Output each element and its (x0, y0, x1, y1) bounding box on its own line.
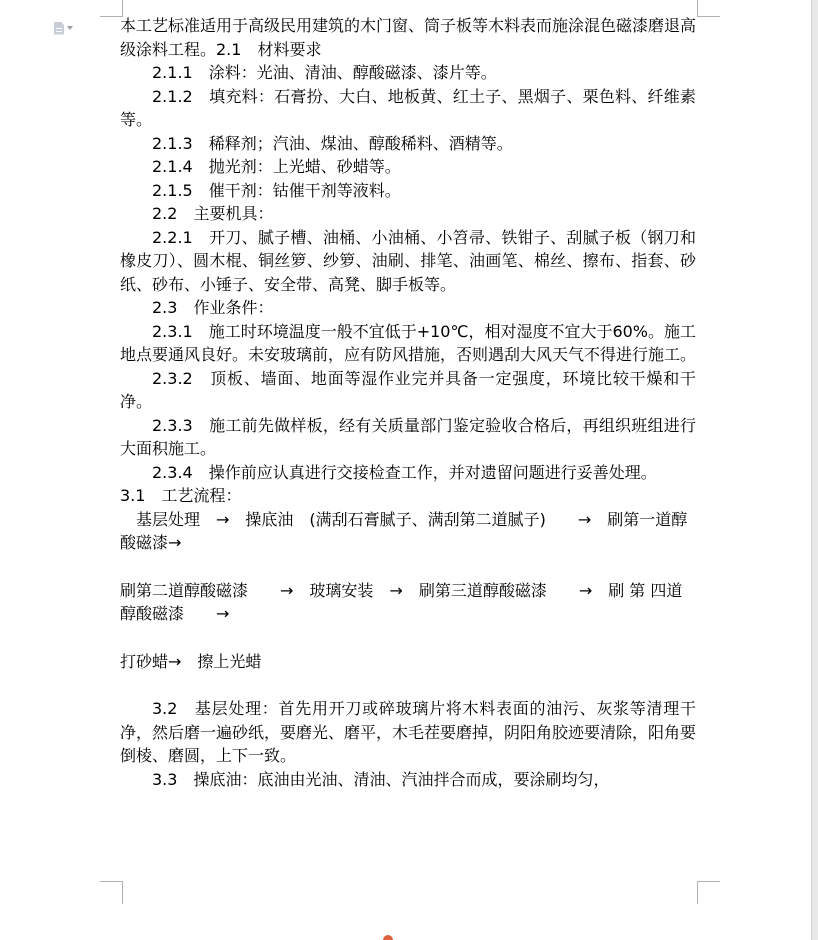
page-corner-mark-bottom-left (100, 881, 123, 904)
blank-line (120, 555, 696, 579)
vertical-scrollbar[interactable] (811, 0, 818, 940)
blank-line (120, 673, 696, 697)
flow-line: 刷第二道醇酸磁漆 → 玻璃安装 → 刷第三道醇酸磁漆 → 刷 第 四道醇酸磁漆 → (120, 580, 683, 623)
paragraph: 2.1.1 涂料：光油、清油、醇酸磁漆、漆片等。 (152, 63, 497, 82)
paragraph: 2.2 主要机具： (152, 204, 274, 223)
page-corner-mark-bottom-right (697, 881, 720, 904)
paragraph: 2.1.5 催干剂：钴催干剂等液料。 (152, 180, 401, 200)
paragraph: 3.1 工艺流程： (120, 486, 242, 505)
flow-line: 打砂蜡→ 擦上光蜡 (120, 651, 262, 671)
blank-line (120, 626, 696, 650)
paragraph: 2.2.1 开刀、腻子槽、油桶、小油桶、小笤帚、铁钳子、刮腻子板（钢刀和橡皮刀）、圆木棍、铜丝箩、纱箩、油刷、排笔、油画笔、棉丝、擦布、指套、砂纸、砂布、小锤子、安全带、高凳、脚手板等。 (120, 227, 696, 294)
paragraph: 本工艺标准适用于高级民用建筑的木门窗、筒子板等木料表而施涂混色磁漆磨退高级涂料工程。2.1 材料要求 (120, 16, 697, 59)
bottom-indicator (383, 935, 393, 940)
paragraph: 2.3.2 顶板、墙面、地面等湿作业完并具备一定强度，环境比较干燥和干净。 (120, 368, 696, 411)
paragraph: 2.3.3 施工前先做样板，经有关质量部门鉴定验收合格后，再组织班组进行大面积施工。 (120, 415, 696, 458)
paragraph: 2.1.3 稀释剂；汽油、煤油、醇酸稀料、酒精等。 (152, 133, 513, 153)
paragraph: 2.3 作业条件： (152, 298, 274, 317)
page-corner-mark-top-right (697, 0, 720, 17)
document-body[interactable] (120, 14, 696, 791)
paragraph: 3.3 操底油：底油由光油、清油、汽油拌合而成，要涂刷均匀， (152, 769, 610, 789)
paragraph: 2.3.4 操作前应认真进行交接检查工作，并对遗留问题进行妥善处理。 (152, 462, 657, 482)
paragraph: 2.1.4 抛光剂：上光蜡、砂蜡等。 (152, 157, 401, 176)
paragraph: 2.1.2 填充料：石膏扮、大白、地板黄、红土子、黑烟子、栗色料、纤维素等。 (120, 86, 696, 129)
document-menu-button[interactable] (54, 20, 80, 36)
chevron-down-icon (67, 26, 73, 30)
flow-line: 基层处理 → 操底油 (满刮石膏腻子、满刮第二道腻子) → 刷第一道醇酸磁漆→ (120, 509, 688, 552)
paragraph: 3.2 基层处理：首先用开刀或碎玻璃片将木料表面的油污、灰浆等清理干净，然后磨一遍砂纸，要磨光、磨平，木毛茬要磨掉，阴阳角胶迹要清除，阳角要倒棱、磨圆，上下一致。 (120, 699, 697, 765)
paragraph: 2.3.1 施工时环境温度一般不宜低于+10℃，相对湿度不宜大于60%。施工地点要通风良好。未安玻璃前，应有防风措施，否则遇刮大风天气不得进行施工。 (120, 321, 697, 364)
document-icon (54, 22, 64, 35)
